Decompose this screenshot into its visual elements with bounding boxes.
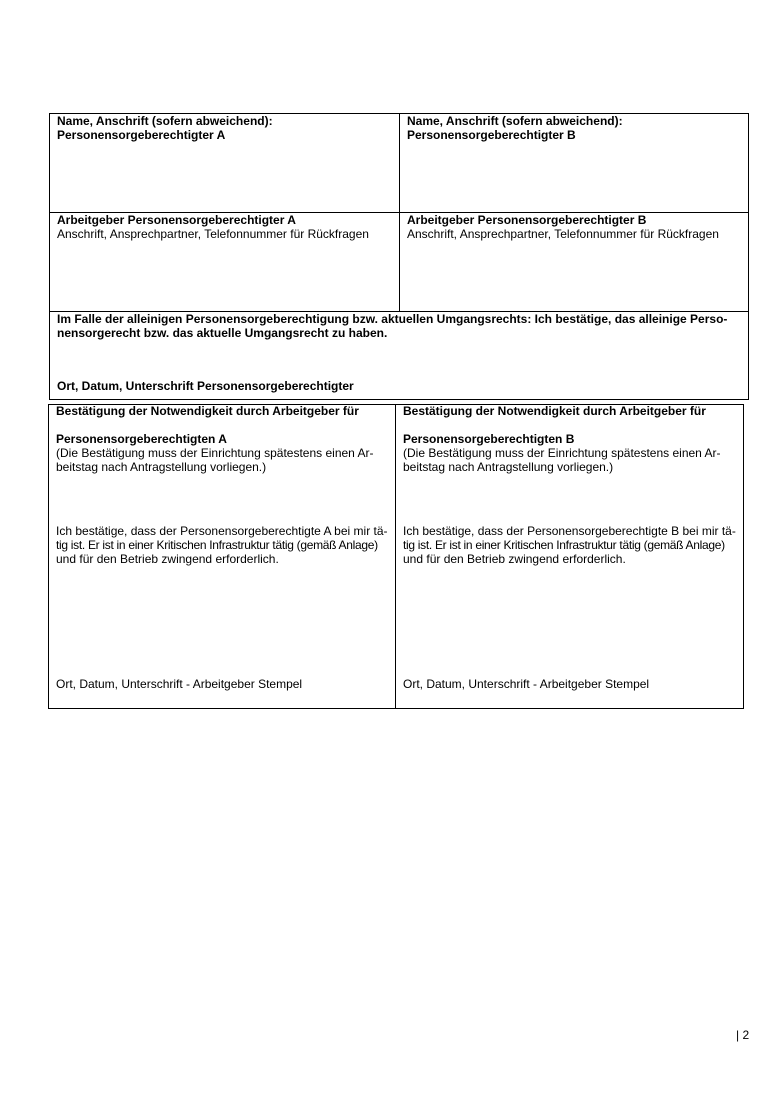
employer-confirmation-b-note-line1: (Die Bestätigung muss der Einrichtung spätestens einen Ar-: [403, 446, 721, 460]
employer-confirmation-a-statement-line2: tig ist. Er ist in einer Kritischen Infrastruktur tätig (gemäß Anlage): [56, 538, 378, 552]
employer-confirmation-a-note-line1: (Die Bestätigung muss der Einrichtung spätestens einen Ar-: [56, 446, 374, 460]
sole-custody-cell: [57, 312, 745, 340]
employer-confirmation-b-cell: [403, 404, 739, 474]
employer-confirmation-a-statement-line3: und für den Betrieb zwingend erforderlich.: [56, 552, 279, 566]
employer-confirmation-b-subheading: Personensorgeberechtigten B: [403, 432, 575, 446]
lower-table-left-border: [48, 404, 49, 709]
employer-confirmation-b-statement-line2: tig ist. Er ist in einer Kritischen Infrastruktur tätig (gemäß Anlage): [403, 538, 725, 552]
employer-confirmation-a-statement: [56, 524, 392, 566]
guardian-a-employer-label: Arbeitgeber Personensorgeberechtigter A: [57, 213, 296, 227]
page-number: | 2: [736, 1028, 750, 1042]
sole-custody-text-line2: nensorgerecht bzw. das aktuelle Umgangsrecht zu haben.: [57, 326, 388, 340]
employer-confirmation-a-subheading: Personensorgeberechtigten A: [56, 432, 227, 446]
employer-confirmation-b-statement-line3: und für den Betrieb zwingend erforderlich.: [403, 552, 626, 566]
employer-confirmation-b-statement: [403, 524, 739, 566]
employer-confirmation-b-heading: Bestätigung der Notwendigkeit durch Arbeitgeber für: [403, 404, 706, 418]
guardian-b-employer-cell: [407, 213, 745, 241]
employer-confirmation-a-signature-label: Ort, Datum, Unterschrift - Arbeitgeber Stempel: [56, 677, 303, 691]
employer-confirmation-b-signature-label: Ort, Datum, Unterschrift - Arbeitgeber Stempel: [403, 677, 650, 691]
employer-confirmation-a-note-line2: beitstag nach Antragstellung vorliegen.): [56, 460, 267, 474]
guardian-a-address-label: Name, Anschrift (sofern abweichend):: [57, 114, 273, 128]
guardian-b-address-cell: [407, 114, 745, 142]
lower-table-right-border: [743, 404, 744, 709]
upper-table-bottom-border: [49, 399, 749, 400]
upper-table-left-border: [49, 113, 50, 400]
guardian-b-employer-label: Arbeitgeber Personensorgeberechtigter B: [407, 213, 647, 227]
guardian-a-employer-sublabel: Anschrift, Ansprechpartner, Telefonnummer für Rückfragen: [57, 227, 369, 241]
employer-confirmation-a-heading: Bestätigung der Notwendigkeit durch Arbeitgeber für: [56, 404, 359, 418]
guardian-a-address-cell: [57, 114, 395, 142]
guardian-a-employer-cell: [57, 213, 395, 241]
upper-table-right-border: [748, 113, 749, 400]
lower-table-column-divider: [395, 404, 396, 709]
sole-custody-text-line1: Im Falle der alleinigen Personensorgeberechtigung bzw. aktuellen Umgangsrechts: Ich bestätige, das alleinige Perso-: [57, 312, 728, 326]
upper-table-column-divider: [399, 113, 400, 312]
employer-confirmation-a-cell: [56, 404, 392, 474]
guardian-b-address-sublabel: Personensorgeberechtigter B: [407, 128, 576, 142]
guardian-b-employer-sublabel: Anschrift, Ansprechpartner, Telefonnummer für Rückfragen: [407, 227, 719, 241]
employer-confirmation-b-statement-line1: Ich bestätige, dass der Personensorgeberechtigte B bei mir tä-: [403, 524, 736, 538]
employer-confirmation-b-note-line2: beitstag nach Antragstellung vorliegen.): [403, 460, 614, 474]
guardian-b-address-label: Name, Anschrift (sofern abweichend):: [407, 114, 623, 128]
guardian-a-address-sublabel: Personensorgeberechtigter A: [57, 128, 226, 142]
lower-table-bottom-border: [48, 708, 744, 709]
sole-custody-signature-label: Ort, Datum, Unterschrift Personensorgeberechtigter: [57, 379, 354, 393]
employer-confirmation-a-statement-line1: Ich bestätige, dass der Personensorgeberechtigte A bei mir tä-: [56, 524, 388, 538]
